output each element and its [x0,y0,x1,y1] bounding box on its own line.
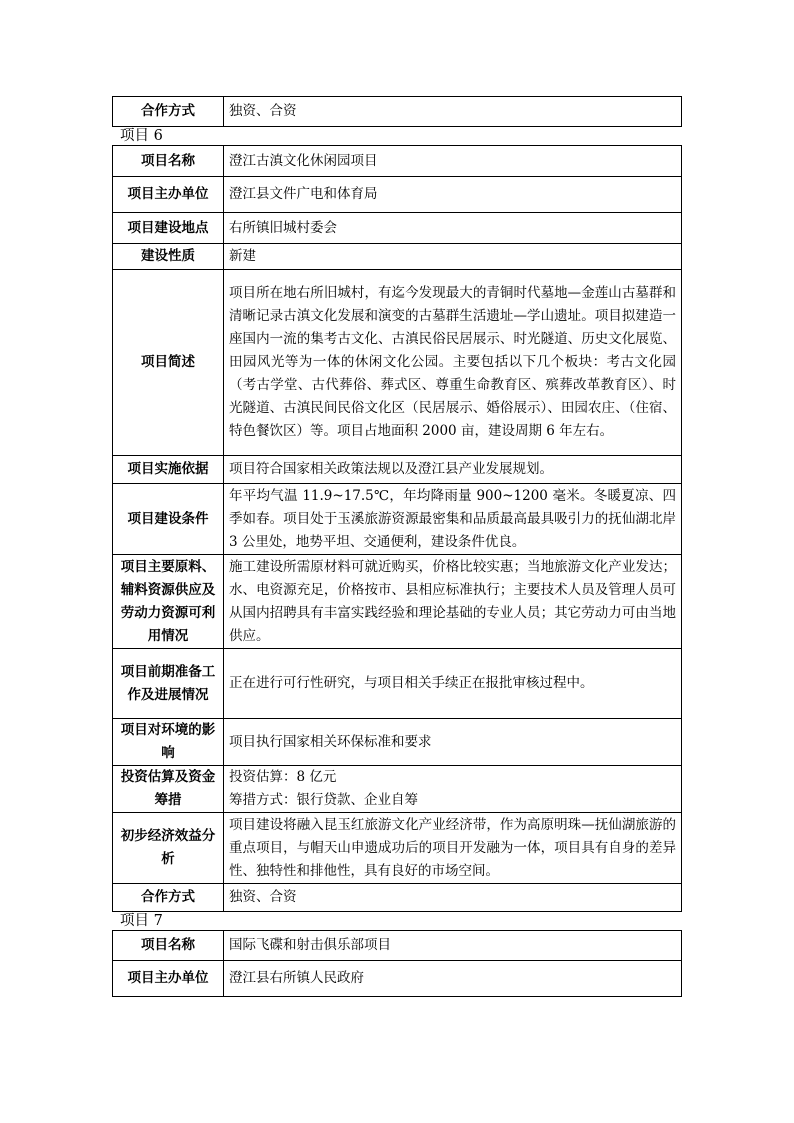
row-value: 项目所在地右所旧城村，有迄今发现最大的青铜时代墓地—金莲山古墓群和清晰记录古滇文化发展和演变的古墓群生活遗址—学山遗址。项目拟建造一座国内一流的集考古文化、古滇民俗民居展示、时光隧道、历史文化展览、田园风光等为一体的休闲文化公园。主要包括以下几个板块：考古文化园（考古学堂、古代葬俗、葬式区、尊重生命教育区、殡葬改革教育区）、时光隧道、古滇民间民俗文化区（民居展示、婚俗展示）、田园农庄、（住宿、特色餐饮区）等。项目占地面积 2000 亩，建设周期 6 年左右。 [224,270,682,456]
row-value: 独资、合资 [224,884,682,912]
table-row [113,484,682,555]
row-label: 项目简述 [113,270,224,456]
row-label: 项目主要原料、辅料资源供应及劳动力资源可利用情况 [113,555,224,649]
row-label: 项目实施依据 [113,456,224,484]
row-label: 项目名称 [113,931,224,961]
table-row [113,649,682,719]
row-label: 项目前期准备工作及进展情况 [113,649,224,719]
row-value [224,766,682,813]
row-value: 澄江县文件广电和体育局 [224,177,682,213]
row-label: 项目对环境的影响 [113,719,224,766]
row-label: 投资估算及资金筹措 [113,766,224,813]
row-label: 建设性质 [113,244,224,270]
table-row [113,961,682,997]
table-row [113,244,682,270]
section-title: 项目 7 [120,913,163,929]
row-value: 项目执行国家相关环保标准和要求 [224,719,682,766]
table-row [113,931,682,961]
table-row [113,146,682,177]
row-value: 施工建设所需原材料可就近购买，价格比较实惠；当地旅游文化产业发达；水、电资源充足，价格按市、县相应标准执行；主要技术人员及管理人员可从国内招聘具有丰富实践经验和理论基础的专业人员；其它劳动力可由当地供应。 [224,555,682,649]
table-row [113,555,682,649]
row-label: 合作方式 [113,97,224,127]
row-value: 右所镇旧城村委会 [224,213,682,244]
table-row [113,719,682,766]
row-label: 项目主办单位 [113,177,224,213]
row-value: 独资、合资 [224,97,682,127]
row-value: 项目符合国家相关政策法规以及澄江县产业发展规划。 [224,456,682,484]
row-label: 项目建设地点 [113,213,224,244]
project6-table [112,145,682,912]
row-label: 初步经济效益分析 [113,813,224,884]
table-row [113,97,682,127]
row-value: 新建 [224,244,682,270]
table-row [113,884,682,912]
row-label: 项目主办单位 [113,961,224,997]
row-value: 年平均气温 11.9~17.5℃，年均降雨量 900~1200 毫米。冬暖夏凉、四季如春。项目处于玉溪旅游资源最密集和品质最高最具吸引力的抚仙湖北岸 3 公里处，地势平坦、交通便利，建设条件优良。 [224,484,682,555]
value-line: 筹措方式：银行贷款、企业自筹 [229,792,418,808]
table-row [113,456,682,484]
table-row [113,766,682,813]
row-label: 合作方式 [113,884,224,912]
value-line: 投资估算：8 亿元 [229,769,337,785]
table-row [113,813,682,884]
row-value: 澄江县右所镇人民政府 [224,961,682,997]
row-label: 项目建设条件 [113,484,224,555]
table-row [113,177,682,213]
row-label: 项目名称 [113,146,224,177]
section-title: 项目 6 [120,128,163,144]
project5-tail-table [112,96,682,127]
document-page [112,96,682,997]
row-value: 国际飞碟和射击俱乐部项目 [224,931,682,961]
table-row [113,213,682,244]
row-value: 项目建设将融入昆玉红旅游文化产业经济带，作为高原明珠—抚仙湖旅游的重点项目，与帽天山申遗成功后的项目开发融为一体，项目具有自身的差异性、独特性和排他性，具有良好的市场空间。 [224,813,682,884]
project7-table [112,930,682,997]
row-value: 正在进行可行性研究，与项目相关手续正在报批审核过程中。 [224,649,682,719]
table-row [113,270,682,456]
row-value: 澄江古滇文化休闲园项目 [224,146,682,177]
